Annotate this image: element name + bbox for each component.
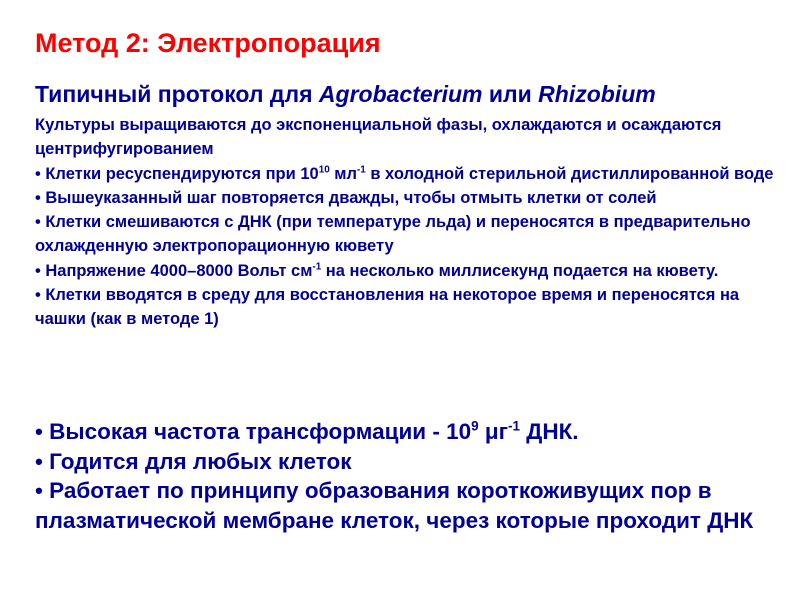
protocol-steps (35, 113, 775, 332)
step-voltage-rest: на несколько миллисекунд подается на кювету. (321, 261, 719, 280)
step-resuspend-rest: в холодной стерильной дистиллированной воде (365, 164, 774, 183)
step-resuspend-text: • Клетки ресуспендируются при 10 (35, 164, 319, 183)
advantage-frequency-unit-exponent: -1 (508, 418, 521, 434)
protocol-step-voltage (35, 259, 775, 283)
advantages-list (35, 417, 785, 535)
advantage-frequency-text: • Высокая частота трансформации - 10 (35, 419, 472, 444)
step-resuspend-unit: мл (329, 164, 357, 183)
protocol-intro: Культуры выращиваются до экспоненциальной фазы, охлаждаются и осаждаются центрифугированием (35, 116, 722, 159)
protocol-step-wash: • Вышеуказанный шаг повторяется дважды, чтобы отмыть клетки от солей (35, 188, 657, 207)
subtitle-conjunction: или (482, 81, 539, 107)
step-resuspend-exponent: 10 (318, 164, 330, 176)
protocol-step-resuspend (35, 162, 775, 186)
advantage-any-cells: • Годится для любых клеток (35, 448, 352, 474)
step-voltage-exponent: -1 (312, 261, 322, 273)
advantage-frequency-exponent: 9 (471, 418, 479, 434)
organism-agrobacterium: Agrobacterium (318, 81, 483, 107)
advantage-frequency-rest: ДНК. (520, 419, 579, 444)
protocol-subtitle (35, 81, 656, 108)
step-voltage-text: • Напряжение 4000–8000 Вольт см (35, 261, 313, 280)
protocol-step-mix: • Клетки смешиваются с ДНК (при температуре льда) и переносятся в предварительно охлажденную электропорационную кювету (35, 213, 751, 256)
organism-rhizobium: Rhizobium (538, 81, 656, 107)
advantage-frequency (35, 417, 785, 447)
subtitle-prefix: Типичный протокол для (35, 81, 319, 107)
advantage-frequency-unit: μг (478, 419, 509, 444)
slide-title: Метод 2: Электропорация (35, 28, 381, 58)
step-resuspend-unit-exponent: -1 (356, 164, 366, 176)
protocol-step-recovery: • Клетки вводятся в среду для восстановления на некоторое время и переносятся на чашки (как в методе 1) (35, 286, 740, 329)
advantage-mechanism: • Работает по принципу образования короткоживущих пор в плазматической мембране клеток, через которые проходит ДНК (35, 478, 754, 533)
